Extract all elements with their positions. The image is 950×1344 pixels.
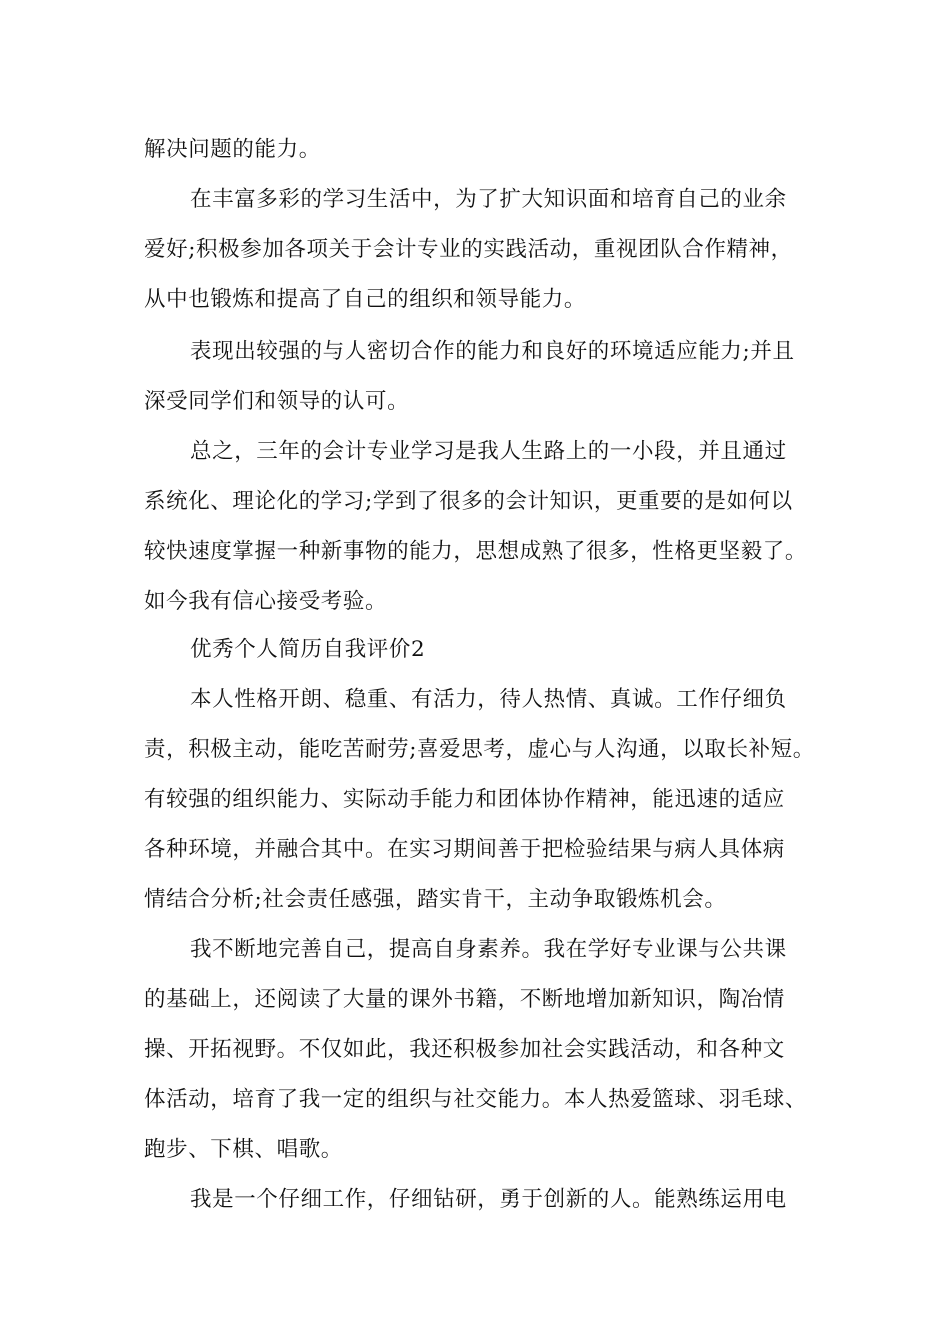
text-line: 我是一个仔细工作，仔细钻研，勇于创新的人。能熟练运用电 — [190, 1187, 787, 1212]
text-line: 我不断地完善自己，提高自身素养。我在学好专业课与公共课 — [190, 937, 787, 962]
text-line: 各种环境，并融合其中。在实习期间善于把检验结果与病人具体病 — [144, 837, 785, 862]
text-line: 表现出较强的与人密切合作的能力和良好的环境适应能力;并且 — [190, 339, 795, 364]
text-line: 深受同学们和领导的认可。 — [144, 389, 410, 414]
text-line: 的基础上，还阅读了大量的课外书籍，不断地增加新知识，陶冶情 — [144, 987, 785, 1012]
section-heading: 优秀个人简历自我评价2 — [190, 637, 426, 662]
text-line: 本人性格开朗、稳重、有活力，待人热情、真诚。工作仔细负 — [190, 687, 787, 712]
text-line: 总之，三年的会计专业学习是我人生路上的一小段，并且通过 — [190, 439, 787, 464]
text-line: 体活动，培育了我一定的组织与社交能力。本人热爱篮球、羽毛球、 — [144, 1087, 808, 1112]
text-line: 如今我有信心接受考验。 — [144, 589, 388, 614]
text-line: 较快速度掌握一种新事物的能力，思想成熟了很多，性格更坚毅了。 — [144, 539, 808, 564]
text-line: 操、开拓视野。不仅如此，我还积极参加社会实践活动，和各种文 — [144, 1037, 785, 1062]
text-line: 跑步、下棋、唱歌。 — [144, 1137, 343, 1162]
text-line: 系统化、理论化的学习;学到了很多的会计知识，更重要的是如何以 — [144, 489, 793, 514]
text-line: 有较强的组织能力、实际动手能力和团体协作精神，能迅速的适应 — [144, 787, 785, 812]
text-line: 从中也锻炼和提高了自己的组织和领导能力。 — [144, 287, 587, 312]
text-line: 情结合分析;社会责任感强，踏实肯干，主动争取锻炼机会。 — [144, 887, 727, 912]
text-line: 爱好;积极参加各项关于会计专业的实践活动，重视团队合作精神， — [144, 237, 793, 262]
text-line: 在丰富多彩的学习生活中，为了扩大知识面和培育自己的业余 — [190, 187, 787, 212]
text-line: 解决问题的能力。 — [144, 137, 321, 162]
text-line: 责，积极主动，能吃苦耐劳;喜爱思考，虚心与人沟通，以取长补短。 — [144, 737, 815, 762]
